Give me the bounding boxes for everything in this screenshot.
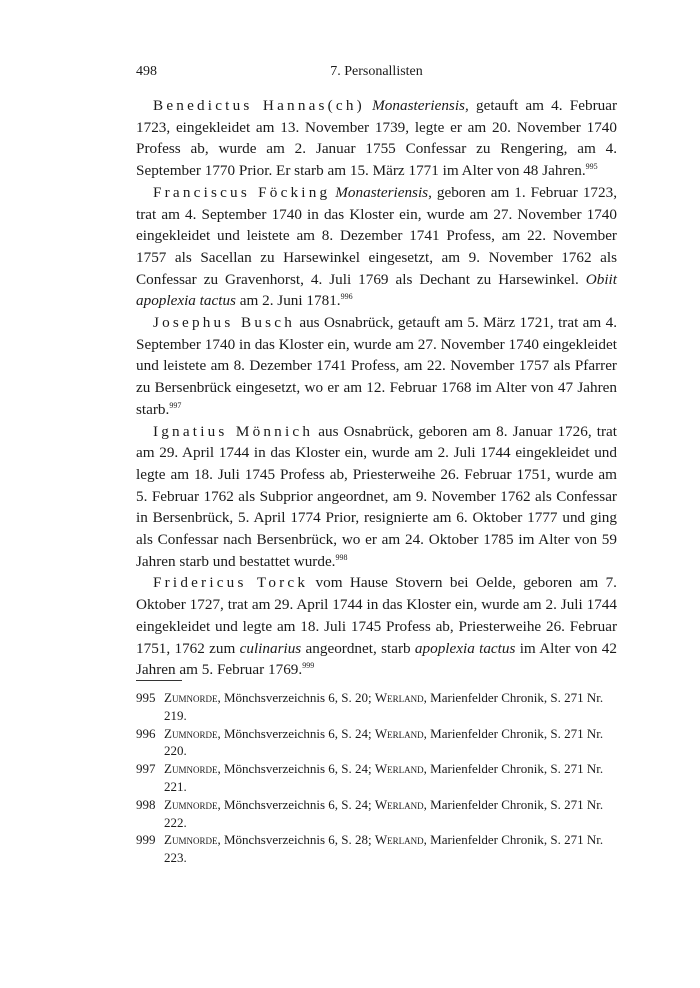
footnote-ref: 997: [169, 400, 182, 410]
origin-latin: Monasteriensis: [335, 183, 429, 201]
running-head: [136, 64, 617, 82]
footnote-number: 998: [136, 796, 156, 812]
footnote-number: 996: [136, 725, 156, 741]
footnote-ref: 999: [302, 661, 315, 671]
person-name: Josephus Busch: [153, 314, 295, 332]
latin-phrase: apoplexia tactus: [414, 639, 516, 657]
person-name: Ignatius Mönnich: [153, 422, 314, 440]
person-name: Fridericus Torck: [153, 574, 309, 592]
latin-term: culinarius: [239, 639, 302, 657]
entry-ignatius-moennich: Ignatius Mönnich aus Osnabrück, geboren am 8. Januar 1726, trat am 29. April 1744 in das Kloster ein, wurde am 2. Juli 1744 eingekleidet und legte am 18. Juli 1745 Profess ab, Priesterweihe 26. Februar 1751, wurde am 5. Februar 1762 als Subprior angeordnet, am 9. November 1762 als Confessar in Bersenbrück, 5. April 1774 Prior, resignierte am 6. Oktober 1777 und ging als Confessar nach Bersenbrück, wo er am 24. Oktober 1785 im Alter von 59 Jahren starb und bestattet wurde.$^{998}$: [136, 422, 617, 570]
footnote-number: 997: [136, 761, 156, 777]
footnote-divider: [136, 680, 182, 681]
footnote: [136, 689, 617, 725]
footnotes: [136, 689, 617, 867]
body-text: [136, 95, 617, 681]
origin-latin: Monasteriensis: [372, 97, 465, 114]
footnote-text: Zumnorde, Mönchsverzeichnis 6, S. 28; Werland, Marienfelder Chronik, S. 271 Nr. 223.: [164, 832, 604, 866]
entry-josephus-busch: Josephus Busch aus Osnabrück, getauft am 5. März 1721, trat am 4. September 1740 in das Kloster ein, wurde am 27. November 1740 eingekleidet und leistete am 8. Dezember 1741 Profess, am 22. November 1757 als Pfarrer zu Bersenbrück eingesetzt, wo er am 12. Februar 1768 im Alter von 47 Jahren starb.$^{997}$: [136, 314, 617, 418]
entry-benedictus-hannasch: Benedictus Hannas(ch) Monasteriensis, getauft am 4. Februar 1723, eingekleidet am 13. November 1739, legte er am 20. November 1740 Profess ab, wurde am 2. Januar 1755 Confessar zu Rengering, am 4. September 1770 Prior. Er starb am 15. März 1771 im Alter von 48 Jahren.$^{995}$: [136, 97, 618, 180]
entry-franciscus-foecking: Franciscus Föcking Monasteriensis, geboren am 1. Februar 1723, trat am 4. September 1740 in das Kloster ein, wurde am 27. November 1740 eingekleidet und leistete am 8. Dezember 1741 Profess, am 22. November 1757 als Sacellan zu Harsewinkel eingesetzt, am 9. November 1762 als Confessar zu Gravenhorst, 4. Juli 1769 als Dechant zu Harsewinkel. Obiit apoplexia tactus am 2. Juni 1781.$^{996}$: [136, 183, 617, 310]
footnote: [136, 831, 617, 867]
footnote-ref: 995: [585, 162, 598, 172]
person-name: Benedictus Hannas(ch): [153, 97, 365, 114]
footnote-text: Zumnorde, Mönchsverzeichnis 6, S. 20; Werland, Marienfelder Chronik, S. 271 Nr. 219.: [164, 690, 604, 723]
footnote: [136, 796, 617, 832]
page-number: 498: [136, 64, 157, 79]
chapter-title: 7. Personallisten: [330, 64, 423, 79]
footnote-ref: 996: [340, 292, 353, 302]
footnote-number: 995: [136, 690, 156, 705]
footnote-number: 999: [136, 832, 156, 848]
footnote-ref: 998: [335, 552, 348, 562]
footnote-text: Zumnorde, Mönchsverzeichnis 6, S. 24; Werland, Marienfelder Chronik, S. 271 Nr. 222.: [164, 796, 604, 830]
footnote: [136, 760, 617, 796]
person-name: Franciscus Föcking: [153, 183, 331, 201]
latin-phrase: Obiit apoplexia tactus: [136, 270, 617, 310]
entry-fridericus-torck: Fridericus Torck vom Hause Stovern bei Oelde, geboren am 7. Oktober 1727, trat am 29. April 1744 in das Kloster ein, wurde am 2. Juli 1744 eingekleidet und legte am 18. Juli 1745 Profess ab, Priesterweihe 26. Februar 1751, 1762 zum culinarius angeordnet, starb apoplexia tactus im Alter von 42 Jahren am 5. Februar 1769.$^{999}$: [136, 574, 617, 679]
footnote-text: Zumnorde, Mönchsverzeichnis 6, S. 24; Werland, Marienfelder Chronik, S. 271 Nr. 220.: [164, 725, 604, 759]
footnote: [136, 725, 617, 761]
footnote-text: Zumnorde, Mönchsverzeichnis 6, S. 24; Werland, Marienfelder Chronik, S. 271 Nr. 221.: [164, 761, 604, 794]
